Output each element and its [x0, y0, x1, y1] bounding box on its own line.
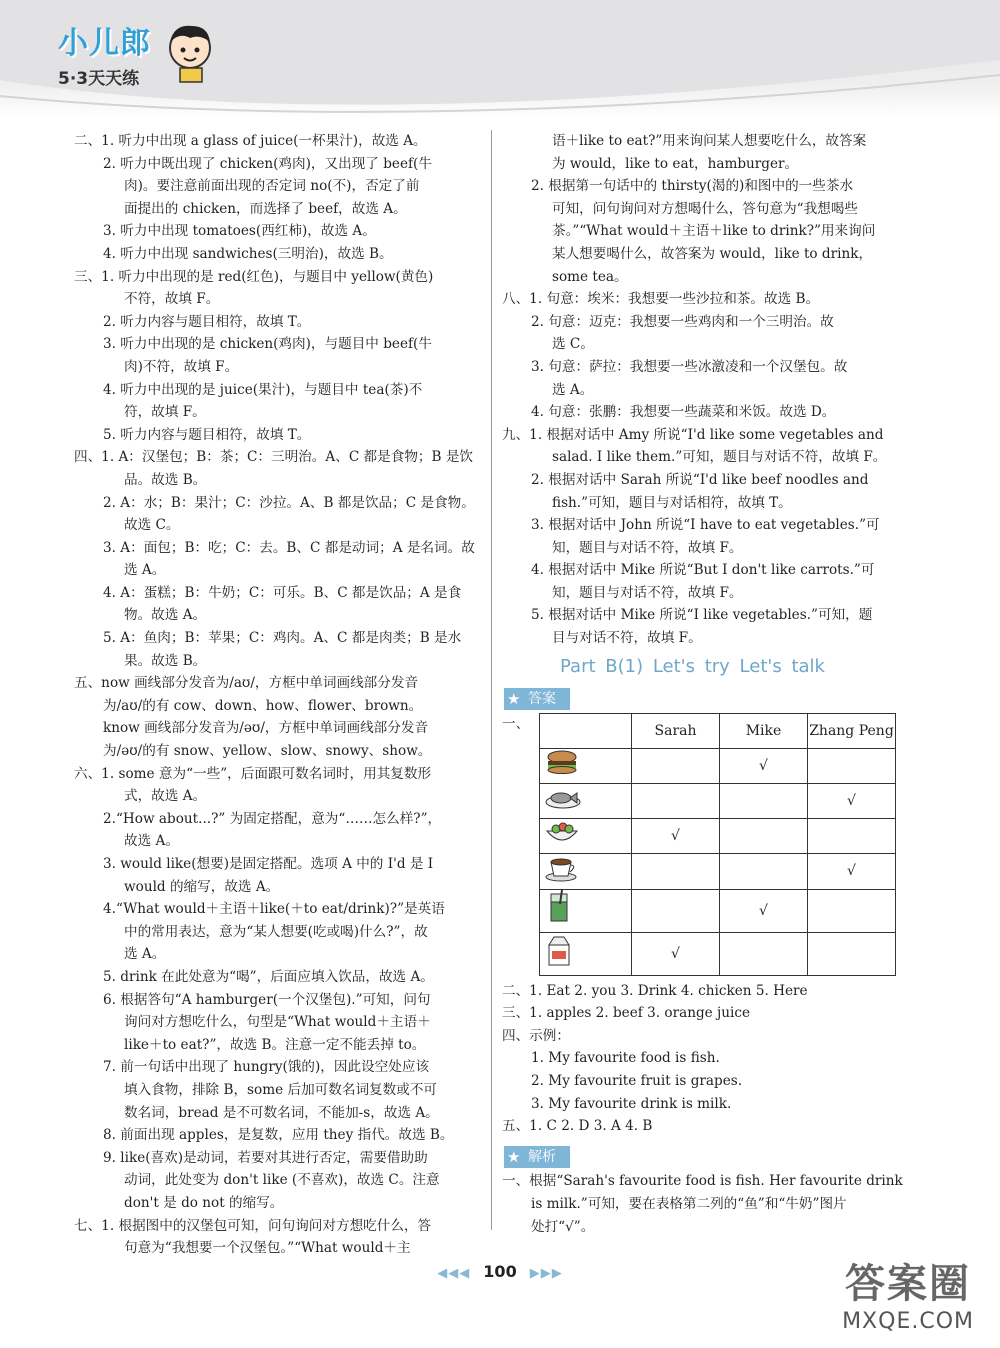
- answer-line: 三、1. 听力中出现的是 red(红色)，与题目中 yellow(黄色): [74, 268, 434, 285]
- juice-glass-icon: [540, 890, 632, 933]
- answer-line: 八、1. 句意：埃米：我想要一些沙拉和茶。故选 B。: [502, 291, 820, 308]
- answer-line: 故选 C。: [124, 517, 180, 534]
- answer-line: 2. 听力中既出现了 chicken(鸡肉)，又出现了 beef(牛: [103, 155, 432, 172]
- answer-line: 知，题目与对话不符，故填 F。: [552, 539, 743, 556]
- table-cell: [808, 748, 896, 783]
- right-column-explanations: [502, 130, 918, 650]
- answer-line: 三、1. apples 2. beef 3. orange juice: [502, 1005, 750, 1022]
- table-cell: [632, 783, 720, 818]
- answer-line: 3. 根据对话中 John 所说“I have to eat vegetables.”可: [531, 517, 880, 534]
- fish-plate-icon: [540, 783, 632, 818]
- column-divider: [491, 130, 492, 1230]
- part-title: Part B(1) Let's try Let's talk: [560, 655, 825, 677]
- table-row: [540, 783, 896, 818]
- answer-line: 为/əʊ/的有 snow、yellow、slow、snowy、show。: [103, 743, 432, 760]
- answer-line: 3. 听力中出现 tomatoes(西红柿)，故选 A。: [103, 223, 376, 240]
- mascot-boy-icon: [160, 20, 220, 84]
- answer-line: 2. 根据对话中 Sarah 所说“I'd like beef noodles and: [531, 471, 869, 488]
- table-cell: √: [808, 783, 896, 818]
- answer-line: 选 A。: [124, 562, 166, 579]
- page-number: 100: [483, 1262, 517, 1281]
- answer-line: 3. would like(想要)是固定搭配。选项 A 中的 I'd 是 I: [103, 856, 434, 872]
- answer-line: fish.”可知，题目与对话相符，故填 T。: [552, 494, 792, 511]
- answer-line: 茶。”“What would＋主语＋like to drink?”用来询问: [552, 223, 876, 240]
- answer-line: 式，故选 A。: [124, 788, 207, 805]
- hamburger-icon: [540, 748, 632, 783]
- answer-line: 4. 听力中出现的是 juice(果汁)，与题目中 tea(茶)不: [103, 381, 423, 398]
- answer-line: don't 是 do not 的缩写。: [124, 1194, 284, 1211]
- answer-line: 2. 根据第一句话中的 thirsty(渴的)和图中的一些茶水: [531, 178, 854, 195]
- table-cell: [632, 853, 720, 890]
- table-cell: √: [632, 933, 720, 976]
- answer-line: 五、now 画线部分发音为/aʊ/，方框中单词画线部分发音: [74, 675, 419, 692]
- answer-line: 中的常用表达，意为“某人想要(吃或喝)什么?”，故: [124, 923, 428, 940]
- answer-line: 为/aʊ/的有 cow、down、how、flower、brown。: [103, 697, 423, 714]
- corner-watermark: [842, 1252, 974, 1334]
- right-column: [502, 130, 918, 1238]
- table-cell: [808, 933, 896, 976]
- watermark-site: MXQE.COM: [842, 1309, 974, 1334]
- answer-line: 5. drink 在此处意为“喝”，后面应填入饮品，故选 A。: [103, 968, 434, 985]
- answer-line: 5. 根据对话中 Mike 所说“I like vegetables.”可知，题: [531, 607, 873, 624]
- answer-line: 3. 听力中出现的是 chicken(鸡肉)，与题目中 beef(牛: [103, 336, 432, 353]
- food-preference-table: [539, 713, 896, 976]
- milk-carton-icon: [540, 933, 632, 976]
- table-cell: √: [808, 853, 896, 890]
- answer-line: 四、1. A：汉堡包；B：茶；C：三明治。A、C 都是食物；B 是饮: [74, 449, 474, 466]
- table-cell: [808, 890, 896, 933]
- answer-line: 选 A。: [552, 381, 594, 398]
- logo-title: 小儿郎: [58, 26, 151, 61]
- answer-line: 9. like(喜欢)是动词，若要对其进行否定，需要借助助: [103, 1149, 428, 1166]
- table-corner-cell: [540, 713, 632, 748]
- answer-line: 为 would，like to eat，hamburger。: [552, 155, 799, 172]
- right-column-answers: [502, 980, 918, 1138]
- table-row: [540, 748, 896, 783]
- answer-line: 3. 句意：萨拉：我想要一些冰激凌和一个汉堡包。故: [531, 358, 848, 375]
- analysis-line: 处打“√”。: [531, 1218, 595, 1235]
- answer-line: salad. I like them.”可知，题目与对话不符，故填 F。: [552, 449, 887, 466]
- answer-line: 2. My favourite fruit is grapes.: [531, 1073, 743, 1089]
- answer-line: 二、1. 听力中出现 a glass of juice(一杯果汁)，故选 A。: [74, 133, 427, 149]
- answer-line: 4. A：蛋糕；B：牛奶；C：可乐。B、C 都是饮品；A 是食: [103, 584, 462, 601]
- answer-line: 4. 根据对话中 Mike 所说“But I don't like carrots.”可: [531, 562, 875, 579]
- answer-tag: [504, 688, 570, 710]
- answer-line: 2. 听力内容与题目相符，故填 T。: [103, 313, 311, 330]
- answer-line: 五、1. C 2. D 3. A 4. B: [502, 1118, 653, 1135]
- answer-line: would 的缩写，故选 A。: [124, 878, 280, 895]
- salad-icon: [540, 818, 632, 853]
- table-cell: [720, 853, 808, 890]
- answer-line: 6. 根据答句“A hamburger(一个汉堡包).”可知，问句: [103, 991, 431, 1008]
- star-icon: ★: [507, 690, 521, 709]
- table-header-mike: Mike: [720, 713, 808, 748]
- answer-line: 句意为“我想要一个汉堡包。”“What would＋主: [124, 1240, 411, 1257]
- answer-tag-label: 答案: [528, 691, 556, 708]
- right-arrows-icon: ▶▶▶: [529, 1266, 563, 1281]
- answer-line: 1. My favourite food is fish.: [531, 1050, 720, 1067]
- left-arrows-icon: ◀◀◀: [437, 1266, 471, 1281]
- answer-table-block: [502, 713, 918, 976]
- table-cell: √: [720, 890, 808, 933]
- table-cell: [808, 818, 896, 853]
- answer-line: 2. 句意：迈克：我想要一些鸡肉和一个三明治。故: [531, 313, 834, 330]
- table-row: [540, 818, 896, 853]
- table-cell: [720, 818, 808, 853]
- answer-line: 二、1. Eat 2. you 3. Drink 4. chicken 5. Here: [502, 982, 808, 999]
- table-row: [540, 890, 896, 933]
- analysis-line: is milk.”可知，要在表格第二列的“鱼”和“牛奶”图片: [531, 1195, 847, 1212]
- table-header-zhang-peng: Zhang Peng: [808, 713, 896, 748]
- table-row: [540, 853, 896, 890]
- answer-line: 面提出的 chicken，而选择了 beef，故选 A。: [124, 200, 407, 217]
- table-label: 一、: [502, 715, 530, 732]
- page-header: [0, 0, 1000, 118]
- answer-line: 8. 前面出现 apples，是复数，应用 they 指代。故选 B。: [103, 1127, 454, 1144]
- logo-subtitle: 5·3天天练: [58, 69, 140, 89]
- answer-line: 4. 句意：张鹏：我想要一些蔬菜和米饭。故选 D。: [531, 404, 836, 421]
- table-cell: [632, 748, 720, 783]
- answer-line: 知，题目与对话不符，故填 F。: [552, 584, 743, 601]
- table-cell: [632, 890, 720, 933]
- answer-line: 2. A：水；B：果汁；C：沙拉。A、B 都是饮品；C 是食物。: [103, 494, 475, 511]
- answer-line: 5. 听力内容与题目相符，故填 T。: [103, 426, 311, 443]
- tea-cup-icon: [540, 853, 632, 890]
- table-cell: [720, 933, 808, 976]
- answer-line: 肉)不符，故填 F。: [124, 358, 239, 375]
- answer-line: 目与对话不符，故填 F。: [552, 630, 702, 647]
- answer-line: 语＋like to eat?”用来询问某人想要吃什么，故答案: [552, 133, 867, 149]
- analysis-tag: [504, 1146, 570, 1168]
- answer-line: 询问对方想吃什么，句型是“What would＋主语＋: [124, 1014, 431, 1031]
- answer-line: 四、示例：: [502, 1027, 570, 1044]
- table-cell: √: [632, 818, 720, 853]
- table-header-row: [540, 713, 896, 748]
- answer-line: 七、1. 根据图中的汉堡包可知，问句询问对方想吃什么，答: [74, 1217, 432, 1234]
- answer-line: 故选 A。: [124, 833, 179, 850]
- answer-line: like＋to eat?”，故选 B。注意一定不能丢掉 to。: [124, 1036, 426, 1053]
- answer-line: 2.“How about...?” 为固定搭配，意为“……怎么样?”，: [103, 810, 442, 827]
- analysis-tag-label: 解析: [528, 1148, 556, 1165]
- answer-line: 符，故填 F。: [124, 404, 206, 421]
- table-cell: [720, 783, 808, 818]
- answer-line: 九、1. 根据对话中 Amy 所说“I'd like some vegetables and: [502, 426, 884, 443]
- left-column: [74, 130, 484, 1260]
- table-cell: √: [720, 748, 808, 783]
- answer-line: some tea。: [552, 268, 628, 285]
- answer-line: 数名词，bread 是不可数名词，不能加-s，故选 A。: [124, 1104, 439, 1121]
- table-row: [540, 933, 896, 976]
- analysis-line: 一、根据“Sarah's favourite food is fish. Her favourite drink: [502, 1173, 903, 1190]
- right-column-analysis: [502, 1170, 918, 1238]
- answer-line: 不符，故填 F。: [124, 291, 220, 308]
- answer-line: know 画线部分发音为/əʊ/，方框中单词画线部分发音: [103, 720, 429, 737]
- answer-line: 4. 听力中出现 sandwiches(三明治)，故选 B。: [103, 245, 393, 262]
- answer-line: 4.“What would＋主语＋like(＋to eat/drink)?”是英语: [103, 901, 445, 918]
- table-header-sarah: Sarah: [632, 713, 720, 748]
- logo: [58, 18, 151, 89]
- watermark-logo-text: 答案圈: [845, 1261, 972, 1307]
- answer-line: 选 A。: [124, 946, 166, 963]
- answer-line: 5. A：鱼肉；B：苹果；C：鸡肉。A、C 都是肉类；B 是水: [103, 630, 462, 647]
- answer-line: 可知，问句询问对方想喝什么，答句意为“我想喝些: [552, 200, 859, 217]
- star-icon: ★: [507, 1147, 521, 1166]
- answer-line: 品。故选 B。: [124, 471, 207, 488]
- answer-line: 选 C。: [552, 336, 594, 353]
- answer-line: 物。故选 A。: [124, 607, 207, 624]
- answer-line: 肉)。要注意前面出现的否定词 no(不)，否定了前: [124, 178, 420, 195]
- answer-line: 3. A：面包；B：吃；C：去。B、C 都是动词；A 是名词。故: [103, 539, 475, 556]
- answer-line: 7. 前一句话中出现了 hungry(饿的)，因此设空处应该: [103, 1059, 430, 1076]
- answer-line: 动词，此处变为 don't like (不喜欢)，故选 C。注意: [124, 1172, 440, 1189]
- answer-line: 3. My favourite drink is milk.: [531, 1095, 732, 1112]
- answer-line: 某人想要喝什么，故答案为 would，like to drink，: [552, 245, 873, 262]
- answer-line: 填入食物，排除 B，some 后加可数名词复数或不可: [124, 1081, 438, 1098]
- answer-line: 果。故选 B。: [124, 652, 207, 669]
- answer-line: 六、1. some 意为“一些”，后面跟可数名词时，用其复数形: [74, 765, 432, 782]
